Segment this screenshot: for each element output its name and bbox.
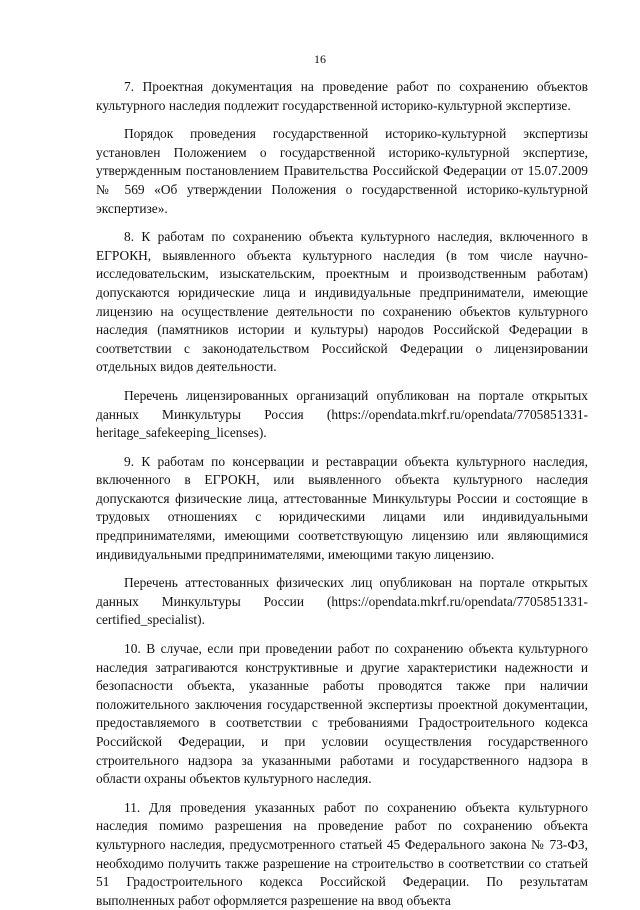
paragraph-item-9: 9. К работам по консервации и реставрации объекта культурного наследия, включенного в ЕГРОКН, или выявленного объекта культурного наследия допускаются физические лица, аттестованные Минкультуры России и состоящие в трудовых отношениях с юридическими лицами или индивидуальными предпринимателями, имеющими соответствующую лицензию или являющимися индивидуальными предпринимателями, имеющими такую лицензию. [96,453,588,562]
paragraph-item-11: 11. Для проведения указанных работ по сохранению объекта культурного наследия помимо разрешения на проведение работ по сохранению объекта культурного наследия, предусмотренного статьей 45 Федерального закона № 73-ФЗ, необходимо получить также разрешение на строительство в соответствии со статьей 51 Градостроительного кодекса Российской Федерации. По результатам выполненных работ оформляется разрешение на ввод объекта [96,799,588,908]
paragraph-licensed-organizations: Перечень лицензированных организаций опубликован на портале открытых данных Минкультуры Россия (https://opendata.mkrf.ru/opendata/7705851331-heritage_safekeeping_licenses). [96,387,588,441]
paragraph-certified-specialists: Перечень аттестованных физических лиц опубликован на портале открытых данных Минкультуры России (https://opendata.mkrf.ru/opendata/7705851331-certified_specialist). [96,575,588,628]
document-body [96,78,588,910]
paragraph-item-8: 8. К работам по сохранению объекта культурного наследия, включенного в ЕГРОКН, выявленного объекта культурного наследия (в том числе научно-исследовательским, изыскательским, проектным и производственным работам) допускаются юридические лица и индивидуальные предприниматели, имеющие лицензию на осуществление деятельности по сохранению объектов культурного наследия (памятников истории и культуры) народов Российской Федерации в соответствии с законодательством Российской Федерации о лицензировании отдельных видов деятельности. [96,229,588,375]
paragraph-item-10: 10. В случае, если при проведении работ по сохранению объекта культурного наследия затрагиваются конструктивные и другие характеристики надежности и безопасности объекта, указанные работы проводятся также при наличии положительного заключения государственной экспертизы проектной документации, предоставляемого в соответствии с требованиями Градостроительного кодекса Российской Федерации, и при условии осуществления государственного строительного надзора за указанными работами и государственного надзора в области охраны объектов культурного наследия. [96,641,588,787]
paragraph-item-7: 7. Проектная документация на проведение работ по сохранению объектов культурного наследия подлежит государственной историко-культурной экспертизе. [96,79,588,113]
paragraph-expertise-procedure: Порядок проведения государственной историко-культурной экспертизы установлен Положением о государственной историко-культурной экспертизе, утвержденным постановлением Правительства Российской Федерации от 15.07.2009 № 569 «Об утверждении Положения о государственной историко-культурной экспертизе». [96,126,588,216]
page-number: 16 [314,52,326,66]
